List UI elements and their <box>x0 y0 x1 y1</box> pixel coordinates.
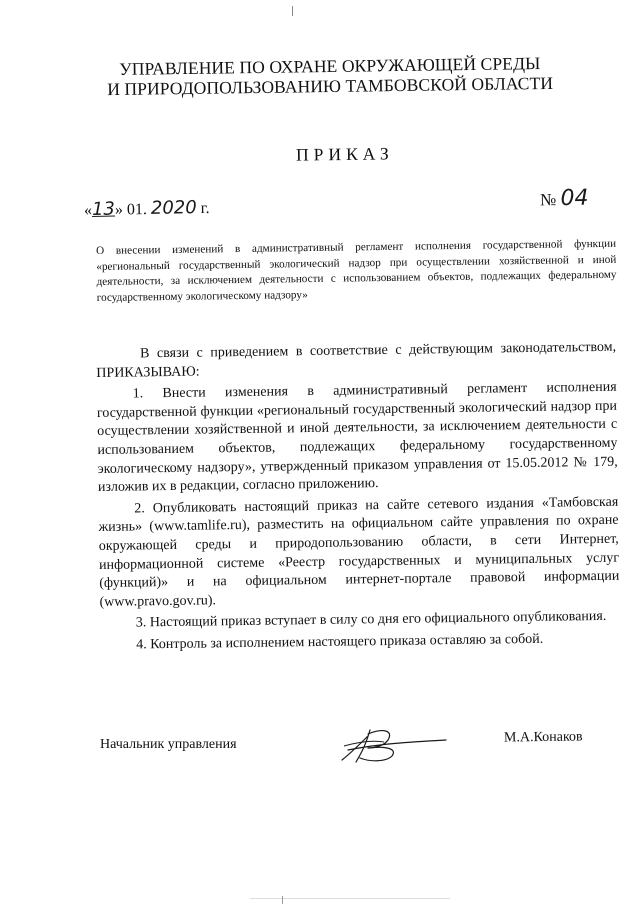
preamble-paragraph: В связи с приведением в соответствие с действующим законодательством, ПРИКАЗЫВАЮ: <box>96 339 617 381</box>
scan-mark-bottom <box>282 896 283 904</box>
date-suffix: г. <box>200 199 210 218</box>
signatory-position: Начальник управления <box>100 737 237 752</box>
organization-line-1: УПРАВЛЕНИЕ ПО ОХРАНЕ ОКРУЖАЮЩЕЙ СРЕДЫ <box>119 53 541 79</box>
document-title: ПРИКАЗ <box>295 143 394 165</box>
document-number <box>540 186 589 212</box>
order-item-4: 4. Контроль за исполнением настоящего приказа оставляю за собой. <box>136 631 544 653</box>
date-open-quote: « <box>83 201 93 220</box>
organization-line-2: И ПРИРОДОПОЛЬЗОВАНИЮ ТАМБОВСКОЙ ОБЛАСТИ <box>107 72 554 100</box>
document-body <box>96 339 620 656</box>
order-item-1: 1. Внести изменения в административный регламент исполнения государственной функции «региональный государственный экологический надзор при осуществлении хозяйственной и иной деятельности, за исключением деятельности с использованием объектов, подлежащих федеральному государственному экологическому надзору», утвержденный приказом управления от 15.05.2012 № 179, изложив их в редакции, согласно приложению. <box>96 379 618 496</box>
date-close-quote: » <box>114 201 124 219</box>
scan-mark <box>292 6 293 16</box>
date-month: 01. <box>126 200 148 219</box>
order-item-3: 3. Настоящий приказ вступает в силу со дня его официального опубликования. <box>135 609 607 631</box>
order-item-2: 2. Опубликовать настоящий приказ на сайте сетевого издания «Тамбовская жизнь» (www.tamlife.ru), разместить на официальном сайте управления по охране окружающей среды и природопользованию области, в сети Интернет, информационной системе «Реестр государственных и муниципальных услуг (функций)» и на официальном интернет-портале правовой информации (www.pravo.gov.ru). <box>98 494 620 610</box>
document-date <box>84 197 210 220</box>
date-year: 2020 <box>150 197 197 219</box>
document-subject: О внесении изменений в административный регламент исполнения государственной функции «региональный государственный экологический надзор при осуществлении хозяйственной и иной деятельности, за исключением деятельности с использованием объектов, подлежащих федеральному государственному экологическому надзору» <box>96 237 617 304</box>
signatory-name: М.А.Конаков <box>503 729 583 746</box>
number-label: № <box>539 190 557 210</box>
date-day: 13 <box>91 198 116 220</box>
number-value: 04 <box>560 185 589 212</box>
scan-artifact-line <box>250 898 450 899</box>
organization-header <box>100 53 561 99</box>
handwritten-signature <box>338 722 448 768</box>
